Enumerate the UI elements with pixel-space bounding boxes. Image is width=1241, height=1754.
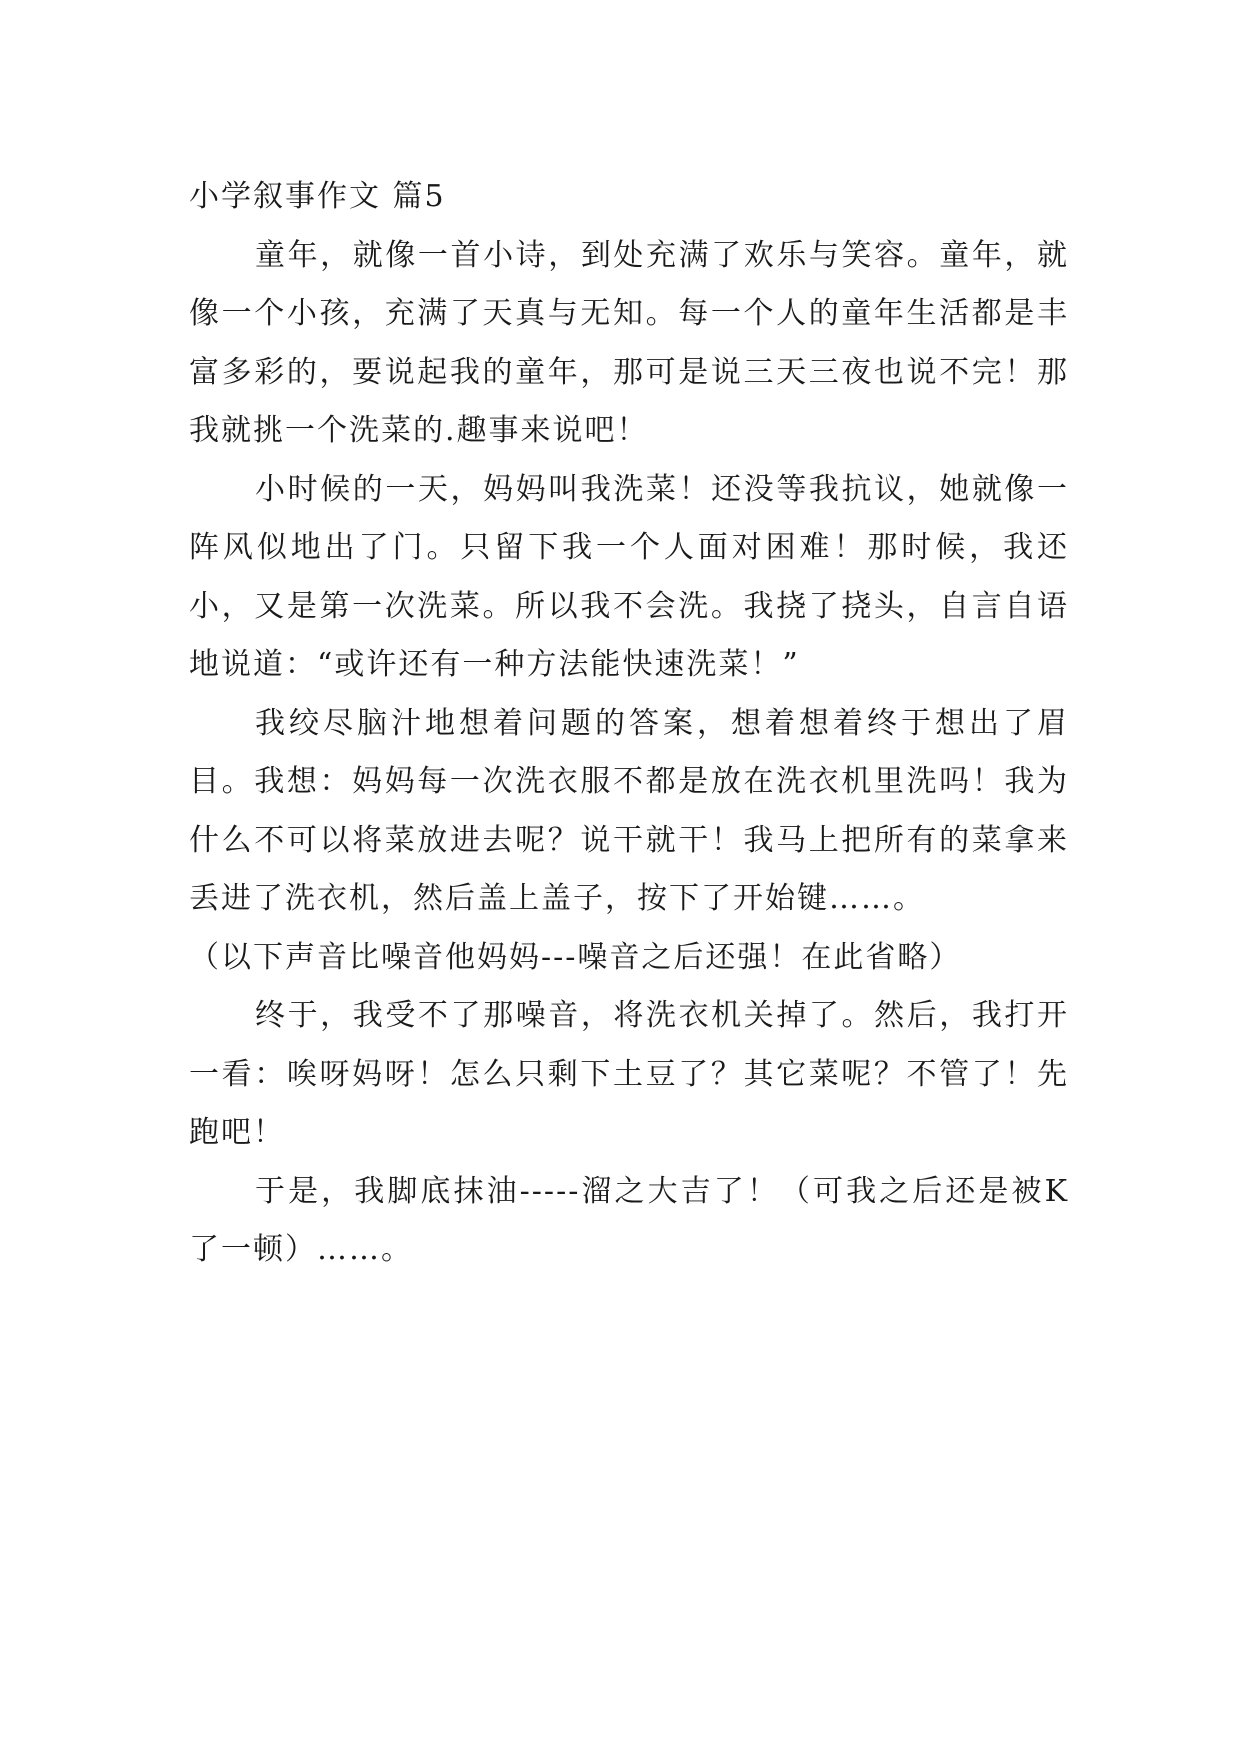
paragraph-1: 童年，就像一首小诗，到处充满了欢乐与笑容。童年，就像一个小孩，充满了天真与无知。每一个人的童年生活都是丰富多彩的，要说起我的童年，那可是说三天三夜也说不完！那我就挑一个洗菜的.趣事来说吧！ [189, 237, 1069, 448]
paragraph-3: 我绞尽脑汁地想着问题的答案，想着想着终于想出了眉目。我想：妈妈每一次洗衣服不都是放在洗衣机里洗吗！我为什么不可以将菜放进去呢？说干就干！我马上把所有的菜拿来丢进了洗衣机，然后盖上盖子，按下了开始键……。 [189, 705, 1069, 916]
paragraph-4: （以下声音比噪音他妈妈---噪音之后还强！在此省略） [189, 939, 962, 975]
document-body [189, 168, 1069, 1280]
paragraph-5: 终于，我受不了那噪音，将洗衣机关掉了。然后，我打开一看：唉呀妈呀！怎么只剩下土豆了？其它菜呢？不管了！先跑吧！ [189, 998, 1069, 1150]
paragraph-6: 于是，我脚底抹油-----溜之大吉了！（可我之后还是被K了一顿）……。 [189, 1173, 1069, 1267]
paragraph-2: 小时候的一天，妈妈叫我洗菜！还没等我抗议，她就像一阵风似地出了门。只留下我一个人面对困难！那时候，我还小，又是第一次洗菜。所以我不会洗。我挠了挠头，自言自语地说道：“或许还有一种方法能快速洗菜！” [189, 471, 1069, 682]
document-title: 小学叙事作文 篇5 [189, 179, 446, 214]
